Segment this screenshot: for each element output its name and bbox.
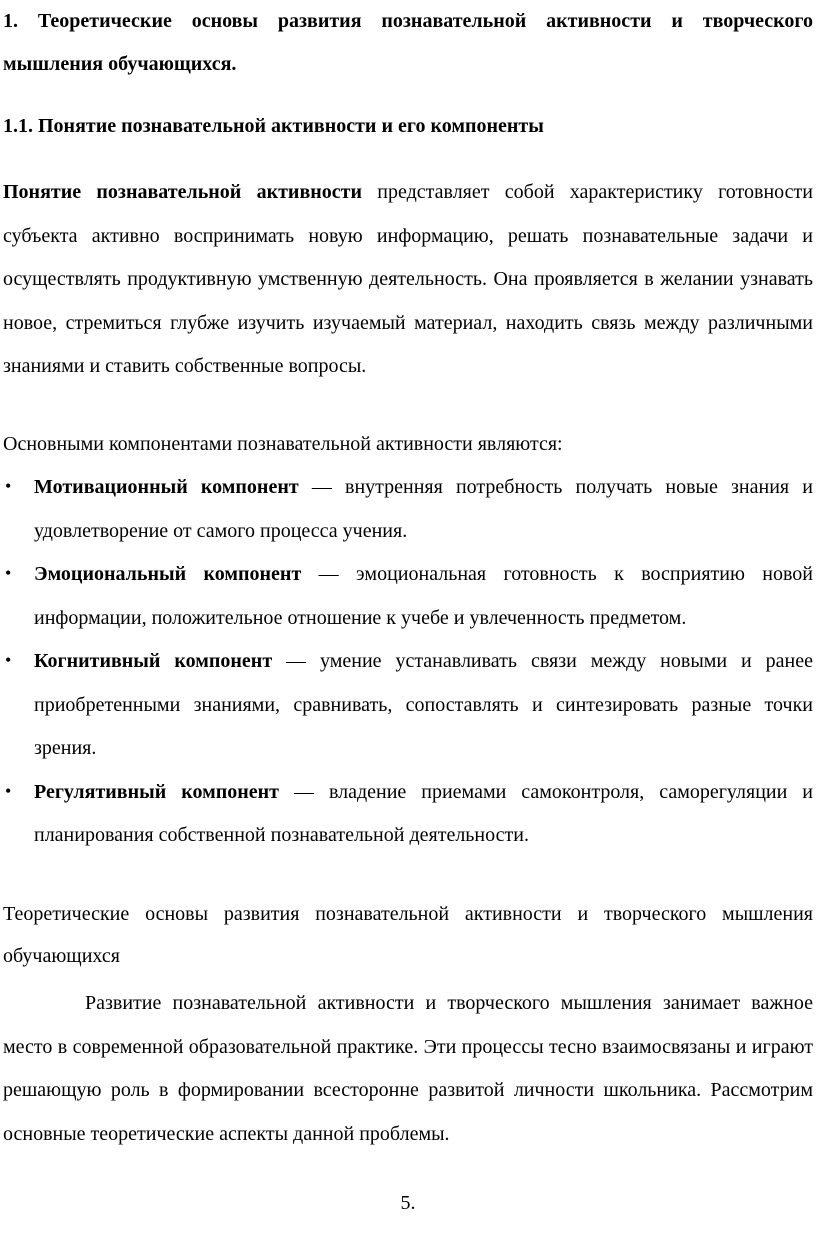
bullet-icon: • (5, 563, 12, 583)
theory-subtitle: Теоретические основы развития познавательной активности и творческого мышления обучающихся (3, 903, 813, 967)
bullet-icon: • (5, 650, 12, 670)
list-item-motivational (0, 466, 813, 553)
component-text: — владение приемами самоконтроля, саморегуляции и планирования собственной познавательной деятельности. (34, 780, 814, 846)
definition-paragraph (3, 171, 813, 389)
component-text: — внутренняя потребность получать новые знания и удовлетворение от самого процесса учения. (34, 476, 813, 542)
list-item-regulatory (0, 771, 813, 858)
section-heading: 1.1. Понятие познавательной активности и его компоненты (3, 115, 544, 137)
bullet-icon: • (5, 476, 12, 496)
list-item-emotional (0, 553, 813, 640)
definition-term: Понятие познавательной активности (3, 181, 363, 203)
bullet-icon: • (5, 780, 12, 801)
component-text: — эмоциональная готовность к восприятию новой информации, положительное отношение к учебе и увлеченность предметом. (34, 563, 814, 629)
chapter-heading: 1. Теоретические основы развития познавательной активности и творческого мышления обучающихся. (3, 10, 813, 75)
component-term: Эмоциональный компонент (34, 563, 302, 585)
component-term: Когнитивный компонент (34, 650, 273, 672)
components-intro: Основными компонентами познавательной активности являются: (3, 433, 563, 455)
page-number: 5. (400, 1192, 416, 1214)
list-item-cognitive (0, 640, 813, 771)
component-text: — умение устанавливать связи между новыми и ранее приобретенными знаниями, сравнивать, сопоставлять и синтезировать разные точки зрения. (34, 650, 813, 759)
component-term: Регулятивный компонент (34, 780, 280, 803)
definition-text: представляет собой характеристику готовности субъекта активно воспринимать новую информацию, решать познавательные задачи и осуществлять продуктивную умственную деятельность. Она проявляется в желании узнавать новое, стремиться глубже изучить изучаемый материал, находить связь между различными знаниями и ставить собственные вопросы. (3, 181, 813, 377)
component-term: Мотивационный компонент (34, 476, 299, 498)
components-list (0, 466, 816, 858)
intro-paragraph: Развитие познавательной активности и творческого мышления занимает важное место в современной образовательной практике. Эти процессы тесно взаимосвязаны и играют решающую роль в формировании всесторонне развитой личности школьника. Рассмотрим основные теоретические аспекты данной проблемы. (3, 992, 813, 1145)
